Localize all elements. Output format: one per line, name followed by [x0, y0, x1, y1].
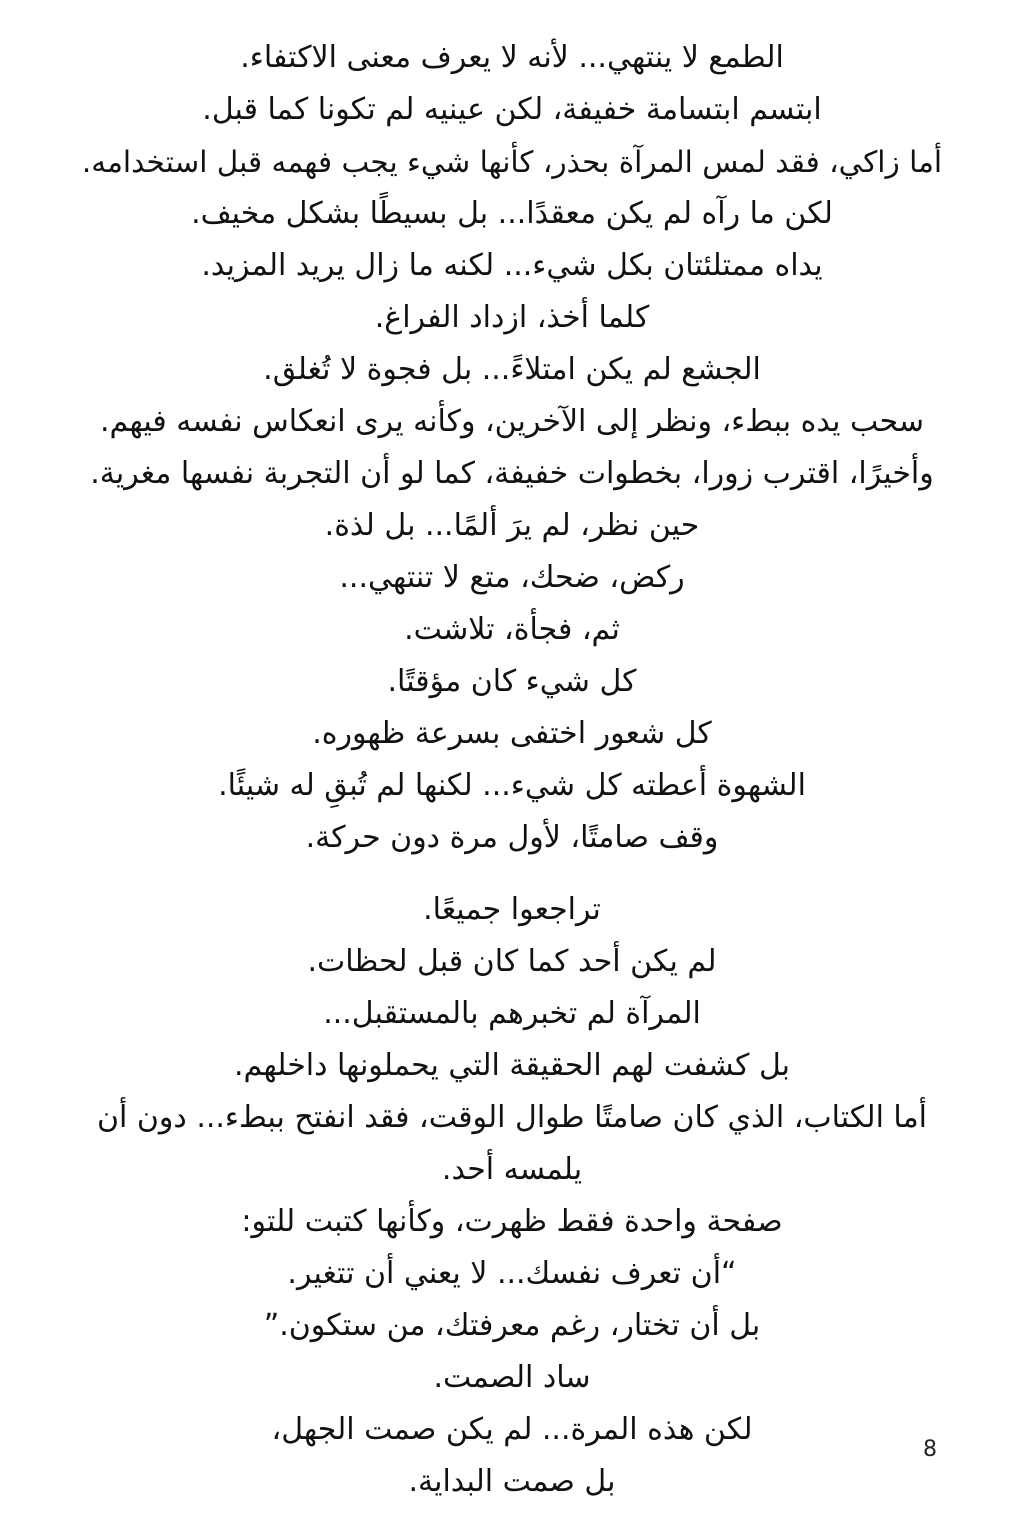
text-line: ابتسم ابتسامة خفيفة، لكن عينيه لم تكونا كما قبل.	[202, 92, 822, 127]
text-line: ثم، فجأة، تلاشت.	[404, 612, 620, 647]
text-line: ساد الصمت.	[433, 1360, 591, 1395]
text-line: وقف صامتًا، لأول مرة دون حركة.	[305, 820, 719, 855]
text-line: كل شعور اختفى بسرعة ظهوره.	[312, 716, 712, 751]
text-line: أما الكتاب، الذي كان صامتًا طوال الوقت، فقد انفتح ببطء... دون أن	[97, 1100, 927, 1135]
text-line: المرآة لم تخبرهم بالمستقبل...	[323, 996, 701, 1031]
quoted-text-line: “أن تعرف نفسك... لا يعني أن تتغير.	[287, 1256, 737, 1291]
text-line: لكن ما رآه لم يكن معقدًا... بل بسيطًا بشكل مخيف.	[191, 196, 833, 231]
text-line: أما زاكي، فقد لمس المرآة بحذر، كأنها شيء يجب فهمه قبل استخدامه.	[81, 145, 943, 179]
text-line: كل شيء كان مؤقتًا.	[387, 664, 637, 699]
text-line: بل كشفت لهم الحقيقة التي يحملونها داخلهم.	[233, 1048, 791, 1083]
text-line: بل صمت البداية.	[408, 1464, 616, 1499]
page-number: 8	[923, 1437, 937, 1462]
text-line: حين نظر، لم يرَ ألمًا... بل لذة.	[324, 508, 700, 543]
text-line: تراجعوا جميعًا.	[423, 892, 601, 927]
text-line: يلمسه أحد.	[441, 1152, 583, 1187]
text-line: لم يكن أحد كما كان قبل لحظات.	[307, 944, 717, 979]
text-line: يداه ممتلئتان بكل شيء... لكنه ما زال يريد المزيد.	[201, 248, 823, 283]
text-line: ركض، ضحك، متع لا تنتهي...	[339, 560, 685, 595]
text-line: الشهوة أعطته كل شيء... لكنها لم تُبقِ له شيئًا.	[218, 768, 806, 803]
text-line: سحب يده ببطء، ونظر إلى الآخرين، وكأنه يرى انعكاس نفسه فيهم.	[99, 404, 924, 439]
text-line: وأخيرًا، اقترب زورا، بخطوات خفيفة، كما لو أن التجربة نفسها مغرية.	[90, 456, 934, 491]
text-line: صفحة واحدة فقط ظهرت، وكأنها كتبت للتو:	[241, 1204, 783, 1239]
text-line: لكن هذه المرة... لم يكن صمت الجهل،	[271, 1412, 753, 1447]
text-line: كلما أخذ، ازداد الفراغ.	[374, 300, 650, 335]
quoted-text-line: بل أن تختار، رغم معرفتك، من ستكون.”	[263, 1308, 761, 1343]
text-line: الطمع لا ينتهي... لأنه لا يعرف معنى الاكتفاء.	[240, 40, 784, 75]
text-line: الجشع لم يكن امتلاءً... بل فجوة لا تُغلق.	[263, 352, 761, 387]
